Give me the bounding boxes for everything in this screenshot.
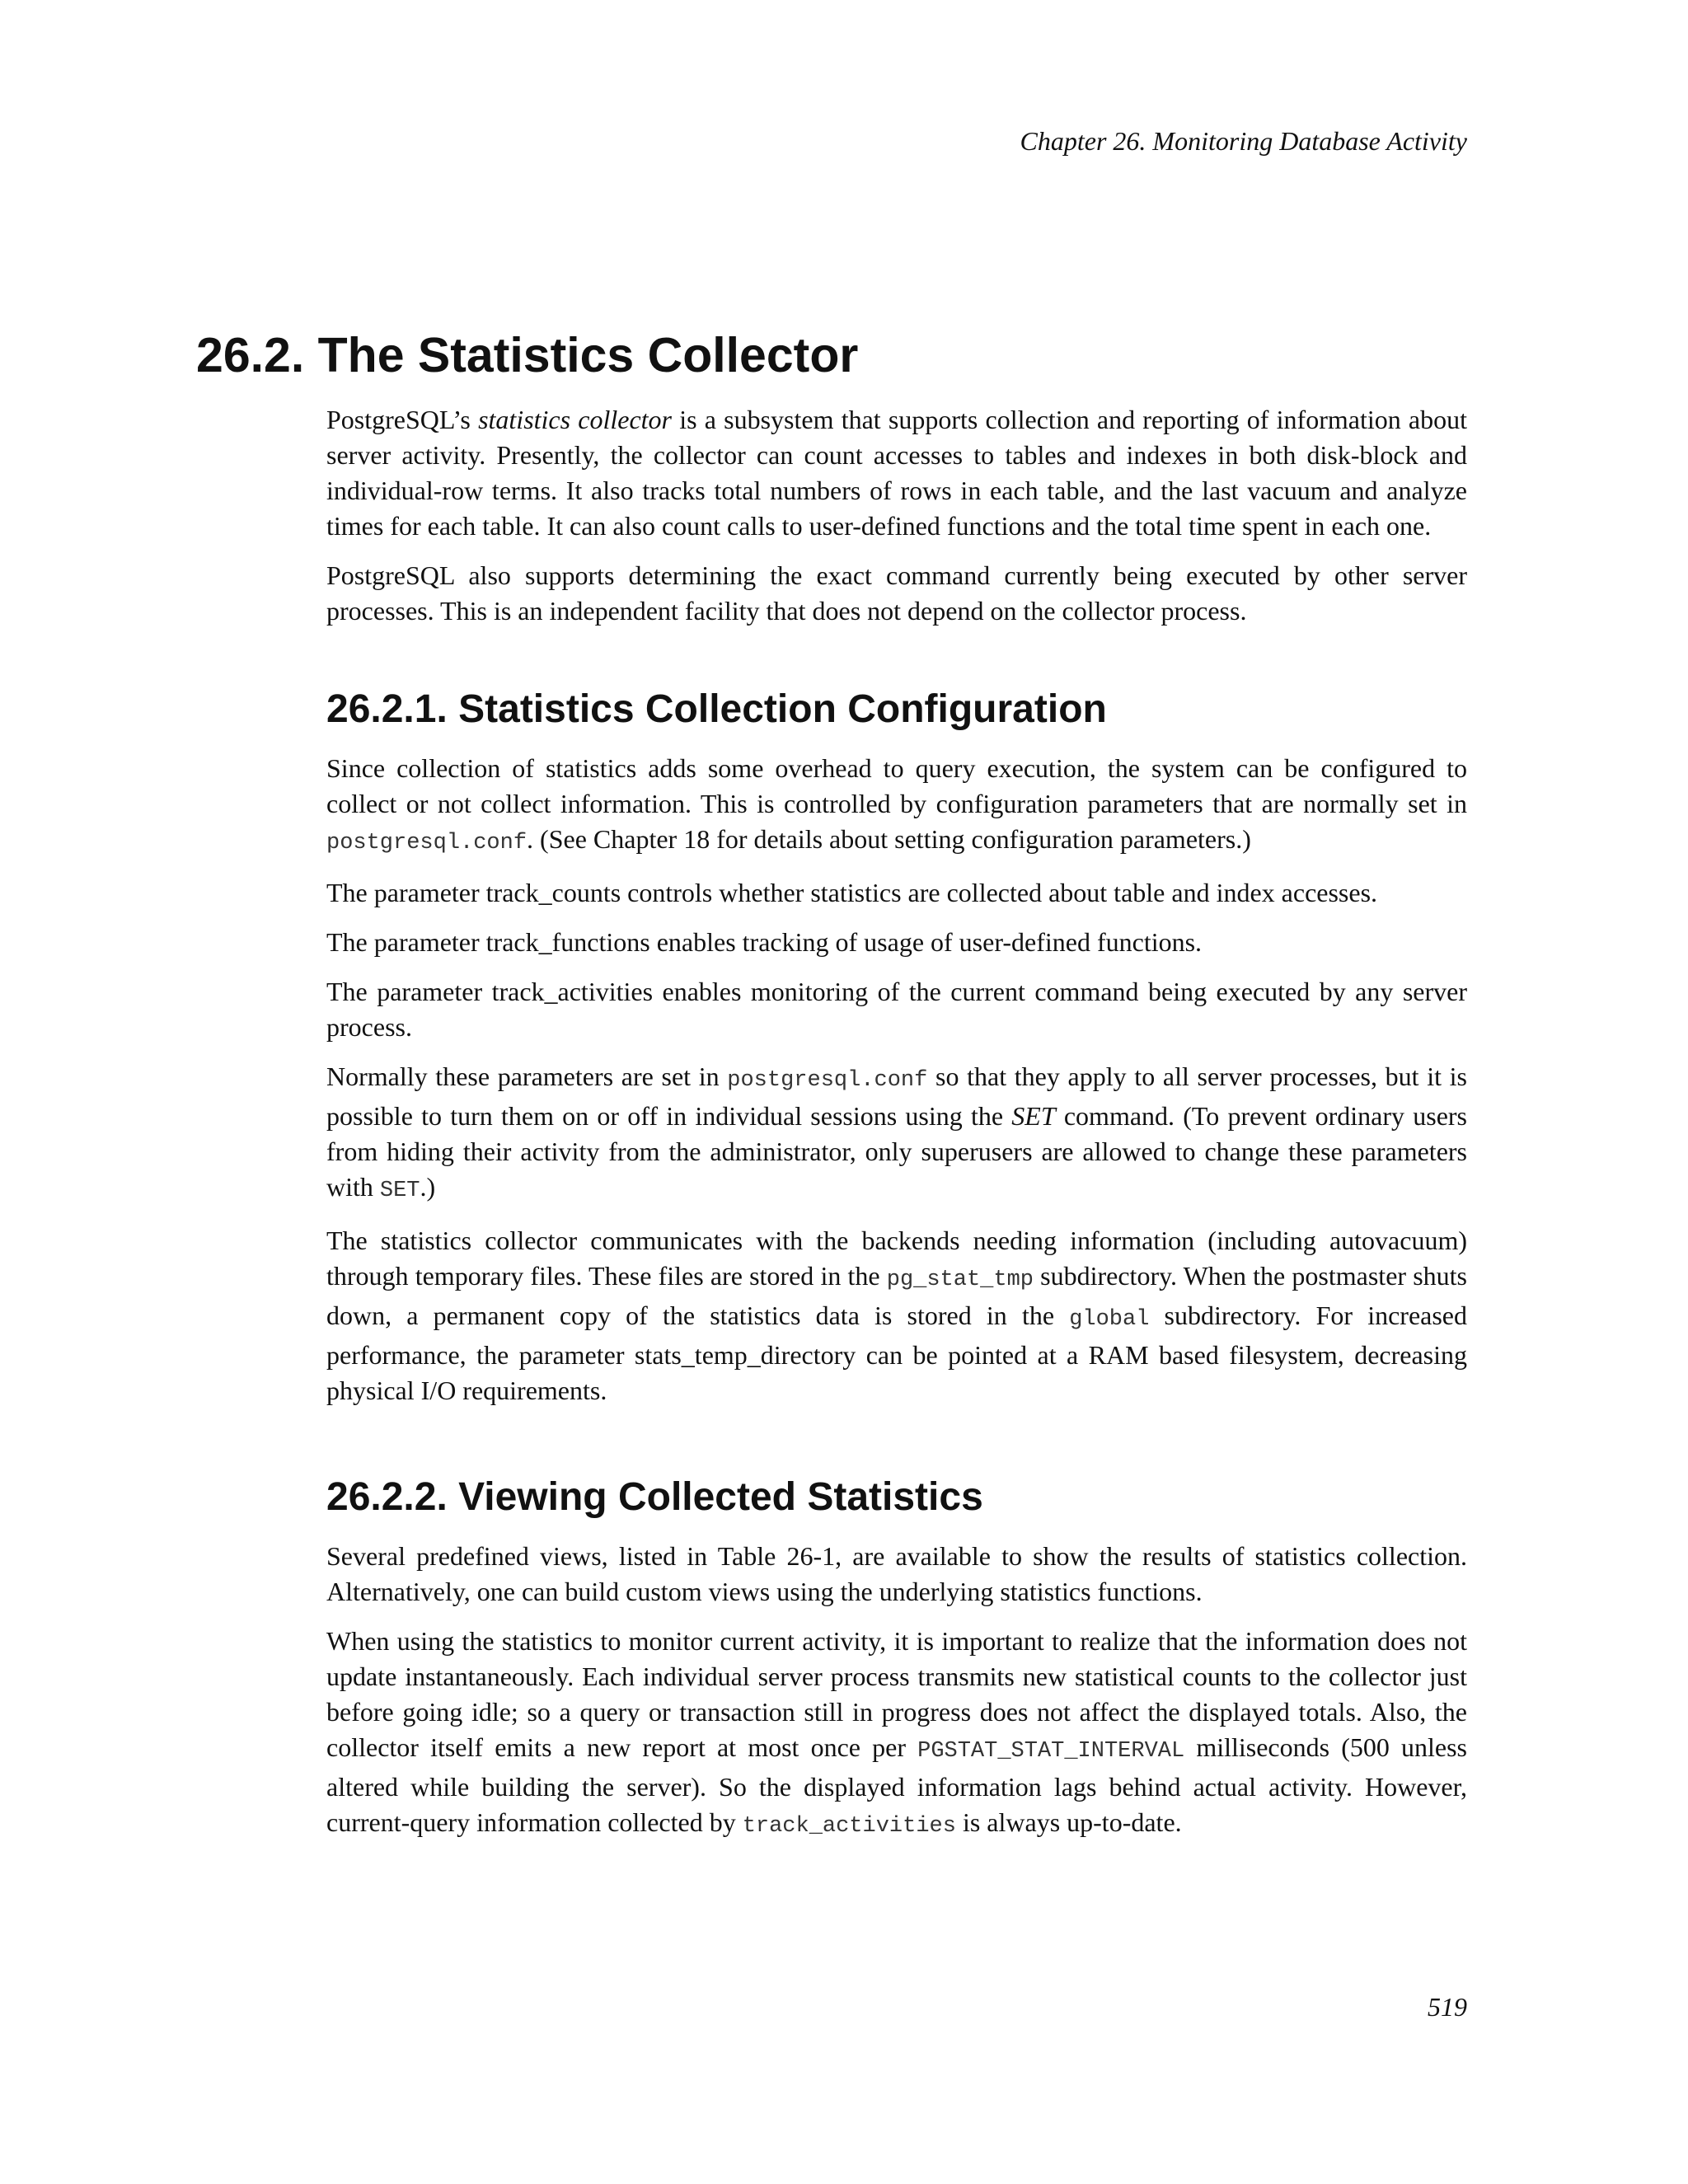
viewing-paragraph-2 <box>326 1624 1467 1844</box>
text-run: subdirectory. For increased performance, the parameter stats_temp_directory can be pointed at a RAM based filesystem, decreasing physical I/O requirements. <box>326 1301 1468 1405</box>
config-paragraph-2: The parameter track_counts controls whether statistics are collected about table and index accesses. <box>326 878 1378 907</box>
config-paragraph-1 <box>326 751 1467 861</box>
config-paragraph-4: The parameter track_activities enables monitoring of the current command being executed by any server process. <box>326 977 1467 1042</box>
code-filename: postgresql.conf <box>326 831 528 855</box>
text-run: Since collection of statistics adds some overhead to query execution, the system can be configured to collect or not collect information. This is controlled by configuration parameters that are normally set in <box>326 753 1467 818</box>
config-paragraph-6 <box>326 1223 1467 1408</box>
code-directory: global <box>1069 1307 1150 1332</box>
emphasis-term: statistics collector <box>478 405 673 434</box>
text-run: The statistics collector communicates with the backends needing information (including autovacuum) through temporary files. These files are stored in the <box>326 1226 1467 1291</box>
text-run: command. (To prevent ordinary users from hiding their activity from the administrator, only superusers are allowed to change these parameters with <box>326 1101 1468 1202</box>
subsection-title-configuration: 26.2.1. Statistics Collection Configuration <box>326 687 1107 731</box>
text-run: subdirectory. When the postmaster shuts down, a permanent copy of the statistics data is stored in the <box>326 1261 1468 1330</box>
intro-paragraph-1 <box>326 402 1467 544</box>
text-run: .) <box>420 1172 436 1202</box>
page-number: 519 <box>1428 1992 1467 2022</box>
text-run: is always up-to-date. <box>955 1807 1182 1837</box>
code-filename: postgresql.conf <box>727 1068 928 1093</box>
subsection-title-viewing: 26.2.2. Viewing Collected Statistics <box>326 1475 983 1519</box>
code-constant: PGSTAT_STAT_INTERVAL <box>917 1739 1185 1764</box>
text-run: . (See Chapter 18 for details about setting configuration parameters.) <box>527 824 1251 854</box>
viewing-paragraph-1: Several predefined views, listed in Table 26-1, are available to show the results of statistics collection. Alternatively, one can build custom views using the underlying statistics functions. <box>326 1541 1467 1606</box>
intro-paragraph-2: PostgreSQL also supports determining the exact command currently being executed by other server processes. This is an independent facility that does not depend on the collector process. <box>326 560 1467 626</box>
text-run: is a subsystem that supports collection and reporting of information about server activity. Presently, the collector can count accesses to tables and indexes in both disk-block and individual-row terms. It also tracks total numbers of rows in each table, and the last vacuum and analyze times for each table. It can also count calls to user-defined functions and the total time spent in each one. <box>326 405 1468 541</box>
text-run: When using the statistics to monitor current activity, it is important to realize that the information does not update instantaneously. Each individual server process transmits new statistical counts to the collector just before going idle; so a query or transaction still in progress does not affect the displayed totals. Also, the collector itself emits a new report at most once per <box>326 1626 1467 1762</box>
emphasis-command: SET <box>1011 1101 1056 1131</box>
section-title: 26.2. The Statistics Collector <box>196 328 859 382</box>
page-content <box>326 402 1467 1858</box>
text-run: Normally these parameters are set in <box>326 1062 728 1091</box>
code-parameter: track_activities <box>742 1814 956 1839</box>
config-paragraph-5 <box>326 1059 1467 1209</box>
running-header: Chapter 26. Monitoring Database Activity <box>1020 126 1467 156</box>
code-directory: pg_stat_tmp <box>886 1268 1034 1292</box>
config-paragraph-3: The parameter track_functions enables tracking of usage of user-defined functions. <box>326 927 1203 957</box>
code-command: SET <box>379 1179 420 1203</box>
text-run: milliseconds (500 unless altered while building the server). So the displayed information lags behind actual activity. However, current-query information collected by <box>326 1732 1468 1837</box>
text-run: PostgreSQL’s <box>326 405 479 434</box>
text-run: so that they apply to all server processes, but it is possible to turn them on or off in individual sessions using the <box>326 1062 1468 1131</box>
